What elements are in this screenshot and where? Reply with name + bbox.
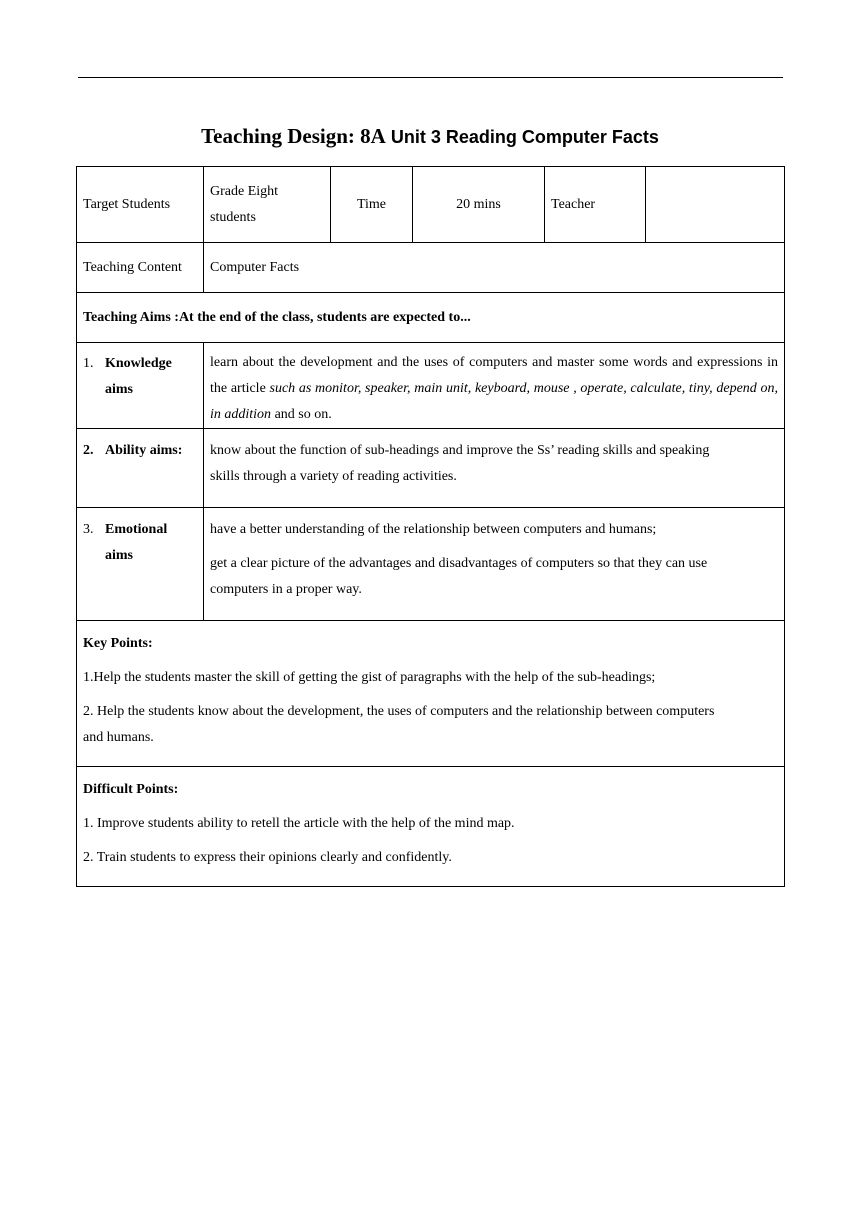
aim-text-italic: such as monitor, speaker, main unit, keyboard, mouse , operate, calculate, tiny, depend on, in addition (210, 381, 779, 422)
teaching-content-value: Computer Facts (204, 243, 785, 293)
target-value-line: students (210, 209, 256, 225)
title-part-1: Teaching Design: 8A (201, 124, 386, 148)
aims-heading-row (77, 293, 785, 343)
aim-text-emotional (204, 508, 785, 621)
aim-text-line: skills through a variety of reading activities. (210, 469, 457, 484)
aim-text-line: get a clear picture of the advantages and disadvantages of computers so that they can use (210, 556, 708, 571)
aim-label-text: Knowledge (105, 356, 172, 371)
aim-label-text: aims (105, 548, 133, 563)
content-row (77, 243, 785, 293)
page-title (0, 122, 860, 151)
teaching-content-label: Teaching Content (77, 243, 204, 293)
key-points-heading: Key Points: (83, 636, 153, 651)
aim-text-part: and so on. (271, 407, 332, 422)
aim-label-knowledge (77, 343, 204, 429)
teacher-label: Teacher (545, 167, 646, 243)
title-part-2: Unit 3 Reading Computer Facts (385, 127, 659, 147)
aim-text-knowledge (204, 343, 785, 429)
target-students-value (204, 167, 331, 243)
aim-label-text: aims (105, 382, 133, 397)
teaching-design-table (76, 166, 785, 887)
time-label: Time (331, 167, 413, 243)
difficult-points-cell (77, 767, 785, 887)
difficult-point-item: 2. Train students to express their opinions clearly and confidently. (83, 850, 452, 865)
teaching-aims-heading: Teaching Aims :At the end of the class, students are expected to... (77, 293, 785, 343)
info-row (77, 167, 785, 243)
aim-row-knowledge (77, 343, 785, 429)
header-rule (78, 77, 783, 78)
aim-text-line: have a better understanding of the relationship between computers and humans; (210, 522, 657, 537)
aim-text-line: computers in a proper way. (210, 582, 362, 597)
aim-label-text: Ability aims: (105, 443, 183, 458)
difficult-points-heading: Difficult Points: (83, 782, 179, 797)
target-students-label: Target Students (77, 167, 204, 243)
key-point-item: 1.Help the students master the skill of getting the gist of paragraphs with the help of the sub-headings; (83, 670, 656, 685)
difficult-points-row (77, 767, 785, 887)
aim-text-line: know about the function of sub-headings and improve the Ss’ reading skills and speaking (210, 443, 710, 458)
time-value: 20 mins (413, 167, 545, 243)
teacher-value (646, 167, 785, 243)
key-point-item: 2. Help the students know about the development, the uses of computers and the relationship between computers (83, 704, 715, 719)
key-points-row (77, 621, 785, 767)
aim-label-emotional (77, 508, 204, 621)
aim-label-ability (77, 429, 204, 508)
aim-row-ability (77, 429, 785, 508)
key-points-cell (77, 621, 785, 767)
aim-text-part: learn about the development and the uses of computers and master some words and expressions in the article (210, 355, 778, 396)
key-point-item: and humans. (83, 730, 154, 745)
aim-number: 1. (83, 356, 94, 371)
aim-label-text: Emotional (105, 522, 168, 537)
aim-number: 2. (83, 443, 94, 458)
difficult-point-item: 1. Improve students ability to retell the article with the help of the mind map. (83, 816, 515, 831)
aim-number: 3. (83, 522, 94, 537)
target-value-line: Grade Eight (210, 183, 279, 199)
aim-row-emotional (77, 508, 785, 621)
aim-text-ability (204, 429, 785, 508)
